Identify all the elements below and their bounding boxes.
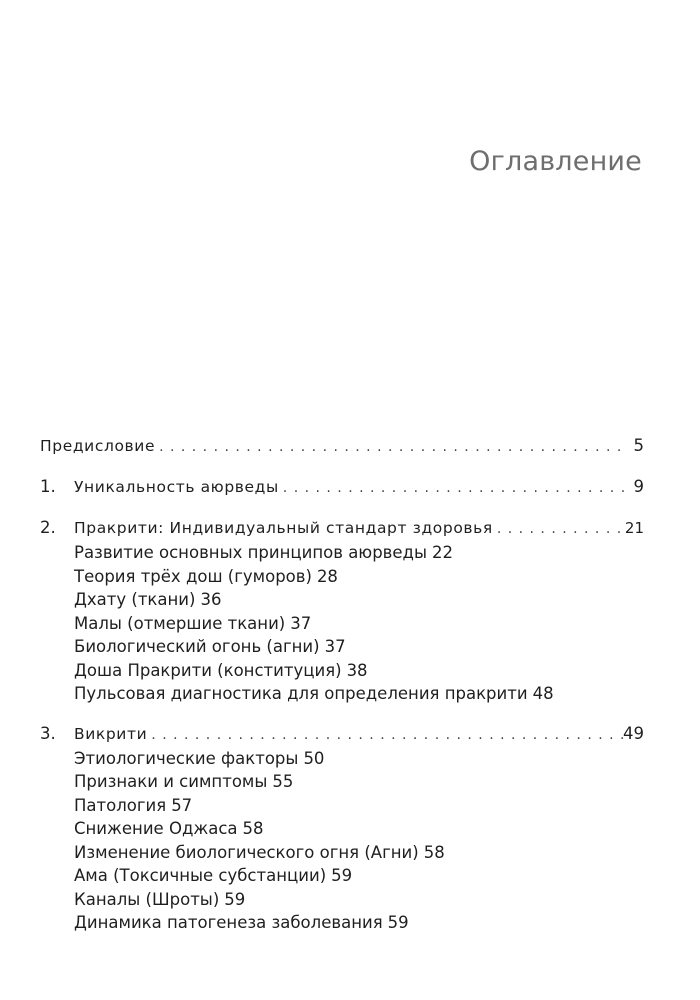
toc-section-title: Признаки и симптомы [74,772,268,791]
toc-chapter-preface[interactable] [40,432,644,459]
toc-section-page: 59 [387,913,409,932]
toc-chapter-title: Викрити [74,724,148,743]
toc-section-title: Доша Пракрити (конституция) [74,660,342,680]
toc-chapter-page: 21 [624,519,644,537]
toc-section-list [40,747,644,935]
toc-section-item[interactable] [74,565,644,589]
toc-chapter-title: Пракрити: Индивидуальный стандарт здоровья [74,519,493,537]
toc-section-page: 37 [324,637,346,656]
toc-section-title: Изменение биологического огня (Агни) [74,842,419,862]
toc-section-item[interactable] [74,841,644,865]
toc-section-item[interactable] [74,682,644,706]
toc-section-page: 36 [200,590,222,609]
toc-section-item[interactable] [74,888,644,912]
toc-section-page: 50 [303,748,325,768]
toc-section-title: Динамика патогенеза заболевания [74,913,383,932]
toc-chapter-line[interactable] [40,514,644,541]
dot-leader [147,722,623,749]
toc-section-page: 55 [272,772,294,791]
toc-section-item[interactable] [74,747,644,771]
toc-section-page: 28 [316,566,338,586]
toc-chapter-number: 2. [40,518,56,537]
table-of-contents [40,432,644,935]
toc-section-item[interactable] [74,635,644,659]
toc-section-title: Дхату (ткани) [74,590,196,609]
toc-section-page: 48 [532,684,554,703]
toc-section-title: Снижение Оджаса [74,819,238,838]
toc-section-page: 59 [224,889,246,909]
toc-section-title: Пульсовая диагностика для определения пракрити [74,684,528,703]
toc-section-page: 22 [431,543,453,562]
dot-leader [155,434,624,461]
toc-chapter-3[interactable] [40,720,644,935]
toc-section-title: Биологический огонь (агни) [74,637,320,656]
toc-chapter-title: Предисловие [40,437,156,455]
toc-section-item[interactable] [74,864,644,888]
toc-section-page: 38 [346,660,368,680]
toc-section-title: Патология [74,795,167,815]
toc-section-item[interactable] [74,659,644,683]
toc-section-title: Каналы (Шроты) [74,889,220,909]
toc-chapter-line[interactable] [40,473,644,500]
toc-chapter-2[interactable] [40,514,644,706]
toc-section-page: 37 [290,613,312,633]
dot-leader [493,516,624,543]
toc-section-item[interactable] [74,911,644,935]
toc-chapter-page: 5 [633,436,644,455]
toc-chapter-line[interactable] [40,432,644,459]
toc-section-page: 57 [171,795,193,815]
toc-section-title: Теория трёх дош (гуморов) [74,566,312,586]
toc-section-item[interactable] [74,588,644,612]
toc-chapter-title: Уникальность аюрведы [74,478,279,496]
toc-section-title: Развитие основных принципов аюрведы [74,543,427,562]
toc-chapter-1[interactable] [40,473,644,500]
toc-section-title: Этиологические факторы [74,748,299,768]
toc-chapter-page: 49 [623,723,644,743]
toc-chapter-number: 3. [40,723,56,743]
toc-section-page: 59 [331,866,353,885]
toc-chapter-page: 9 [633,477,644,496]
toc-section-list [40,541,644,706]
toc-section-item[interactable] [74,794,644,818]
toc-section-page: 58 [423,842,445,862]
toc-section-title: Ама (Токсичные субстанции) [74,866,327,885]
toc-section-title: Малы (отмершие ткани) [74,613,286,633]
toc-section-item[interactable] [74,817,644,841]
page-title: Оглавление [469,146,642,177]
toc-chapter-number: 1. [40,477,56,496]
toc-chapter-line[interactable] [40,720,644,747]
toc-section-item[interactable] [74,612,644,636]
toc-section-page: 58 [242,819,264,838]
dot-leader [279,475,624,502]
toc-section-item[interactable] [74,770,644,794]
toc-section-item[interactable] [74,541,644,565]
